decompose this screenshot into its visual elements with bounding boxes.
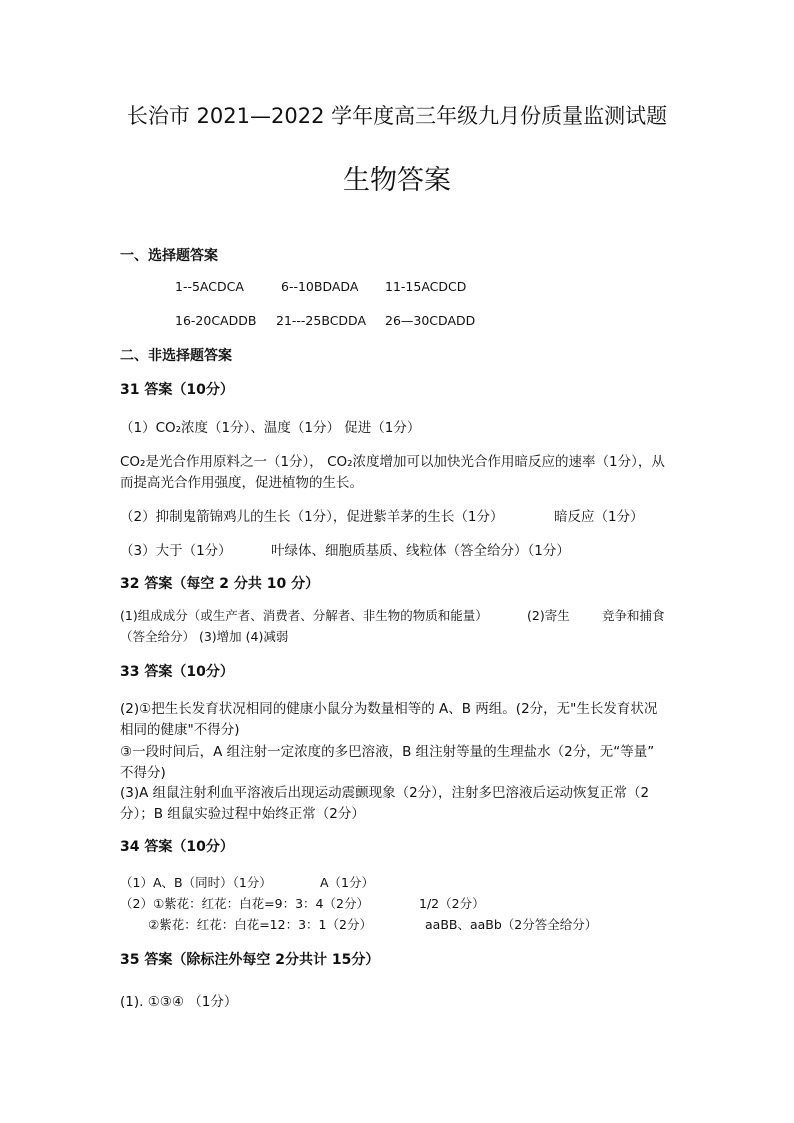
section-heading-choice: 一、选择题答案 bbox=[120, 248, 218, 264]
q33-line-4: 不得分) bbox=[120, 765, 166, 781]
section-heading-nonchoice: 二、非选择题答案 bbox=[120, 348, 232, 364]
q31-line-4a: （2）抑制鬼箭锦鸡儿的生长（1分），促进紫羊茅的生长（1分） bbox=[120, 509, 504, 525]
q34-line-2b: 1/2（2分） bbox=[419, 896, 485, 911]
choice-answers-26-30: 26—30CDADD bbox=[385, 313, 476, 328]
q33-line-6: 分）；B 组鼠实验过程中始终正常（2分） bbox=[120, 806, 365, 822]
q33-heading: 33 答案（10分） bbox=[120, 664, 234, 680]
q31-line-2: CO₂是光合作用原料之一（1分）， CO₂浓度增加可以加快光合作用暗反应的速率（1分），从 bbox=[120, 454, 665, 470]
choice-answers-16-20: 16-20CADDB bbox=[175, 313, 257, 328]
q31-heading: 31 答案（10分） bbox=[120, 382, 234, 398]
q32-line-1a: (1)组成成分（或生产者、消费者、分解者、非生物的物质和能量） bbox=[120, 608, 488, 623]
q34-line-1b: A（1分） bbox=[320, 875, 375, 890]
q34-line-1a: （1）A、B（同时）（1分） bbox=[120, 875, 272, 890]
choice-answers-11-15: 11-15ACDCD bbox=[385, 279, 467, 294]
q35-heading: 35 答案（除标注外每空 2分共计 15分） bbox=[120, 952, 380, 968]
q32-line-1b: (2)寄生 bbox=[527, 608, 570, 623]
page-subtitle: 生物答案 bbox=[343, 165, 451, 196]
q31-line-1: （1）CO₂浓度（1分）、温度（1分） 促进（1分） bbox=[120, 420, 421, 436]
choice-answers-21-25: 21---25BCDDA bbox=[276, 313, 367, 328]
q31-line-5b: 叶绿体、细胞质基质、线粒体（答全给分）（1分） bbox=[271, 543, 570, 559]
q31-line-5a: （3）大于（1分） bbox=[120, 543, 232, 559]
q33-line-2: 相同的健康"不得分) bbox=[120, 722, 240, 738]
q33-line-1: (2)①把生长发育状况相同的健康小鼠分为数量相等的 A、B 两组。(2分，无"生长发育状况 bbox=[120, 701, 658, 717]
choice-answers-6-10: 6--10BDADA bbox=[281, 279, 359, 294]
q32-line-1c: 竞争和捕食 bbox=[602, 608, 665, 623]
q33-line-3: ③一段时间后，A 组注射一定浓度的多巴溶液，B 组注射等量的生理盐水（2分，无“等量” bbox=[120, 744, 655, 760]
q34-line-3b: aaBB、aaBb（2分答全给分） bbox=[425, 917, 598, 932]
choice-answers-1-5: 1--5ACDCA bbox=[175, 279, 244, 294]
q31-line-3: 而提高光合作用强度，促进植物的生长。 bbox=[120, 475, 363, 491]
q34-heading: 34 答案（10分） bbox=[120, 839, 234, 855]
q34-line-3a: ②紫花：红花：白花=12：3：1（2分） bbox=[148, 917, 372, 932]
page-title: 长治市 2021—2022 学年度高三年级九月份质量监测试题 bbox=[126, 104, 668, 128]
q33-line-5: (3)A 组鼠注射利血平溶液后出现运动震颤现象（2分），注射多巴溶液后运动恢复正常（2 bbox=[120, 785, 650, 801]
q34-line-2a: （2）①紫花：红花：白花=9：3：4（2分） bbox=[120, 896, 369, 911]
q31-line-4b: 暗反应（1分） bbox=[554, 509, 644, 525]
q35-line-1: (1). ①③④ （1分） bbox=[120, 994, 238, 1010]
q32-heading: 32 答案（每空 2 分共 10 分） bbox=[120, 576, 320, 592]
q32-line-2: （答全给分） (3)增加 (4)减弱 bbox=[120, 629, 289, 644]
